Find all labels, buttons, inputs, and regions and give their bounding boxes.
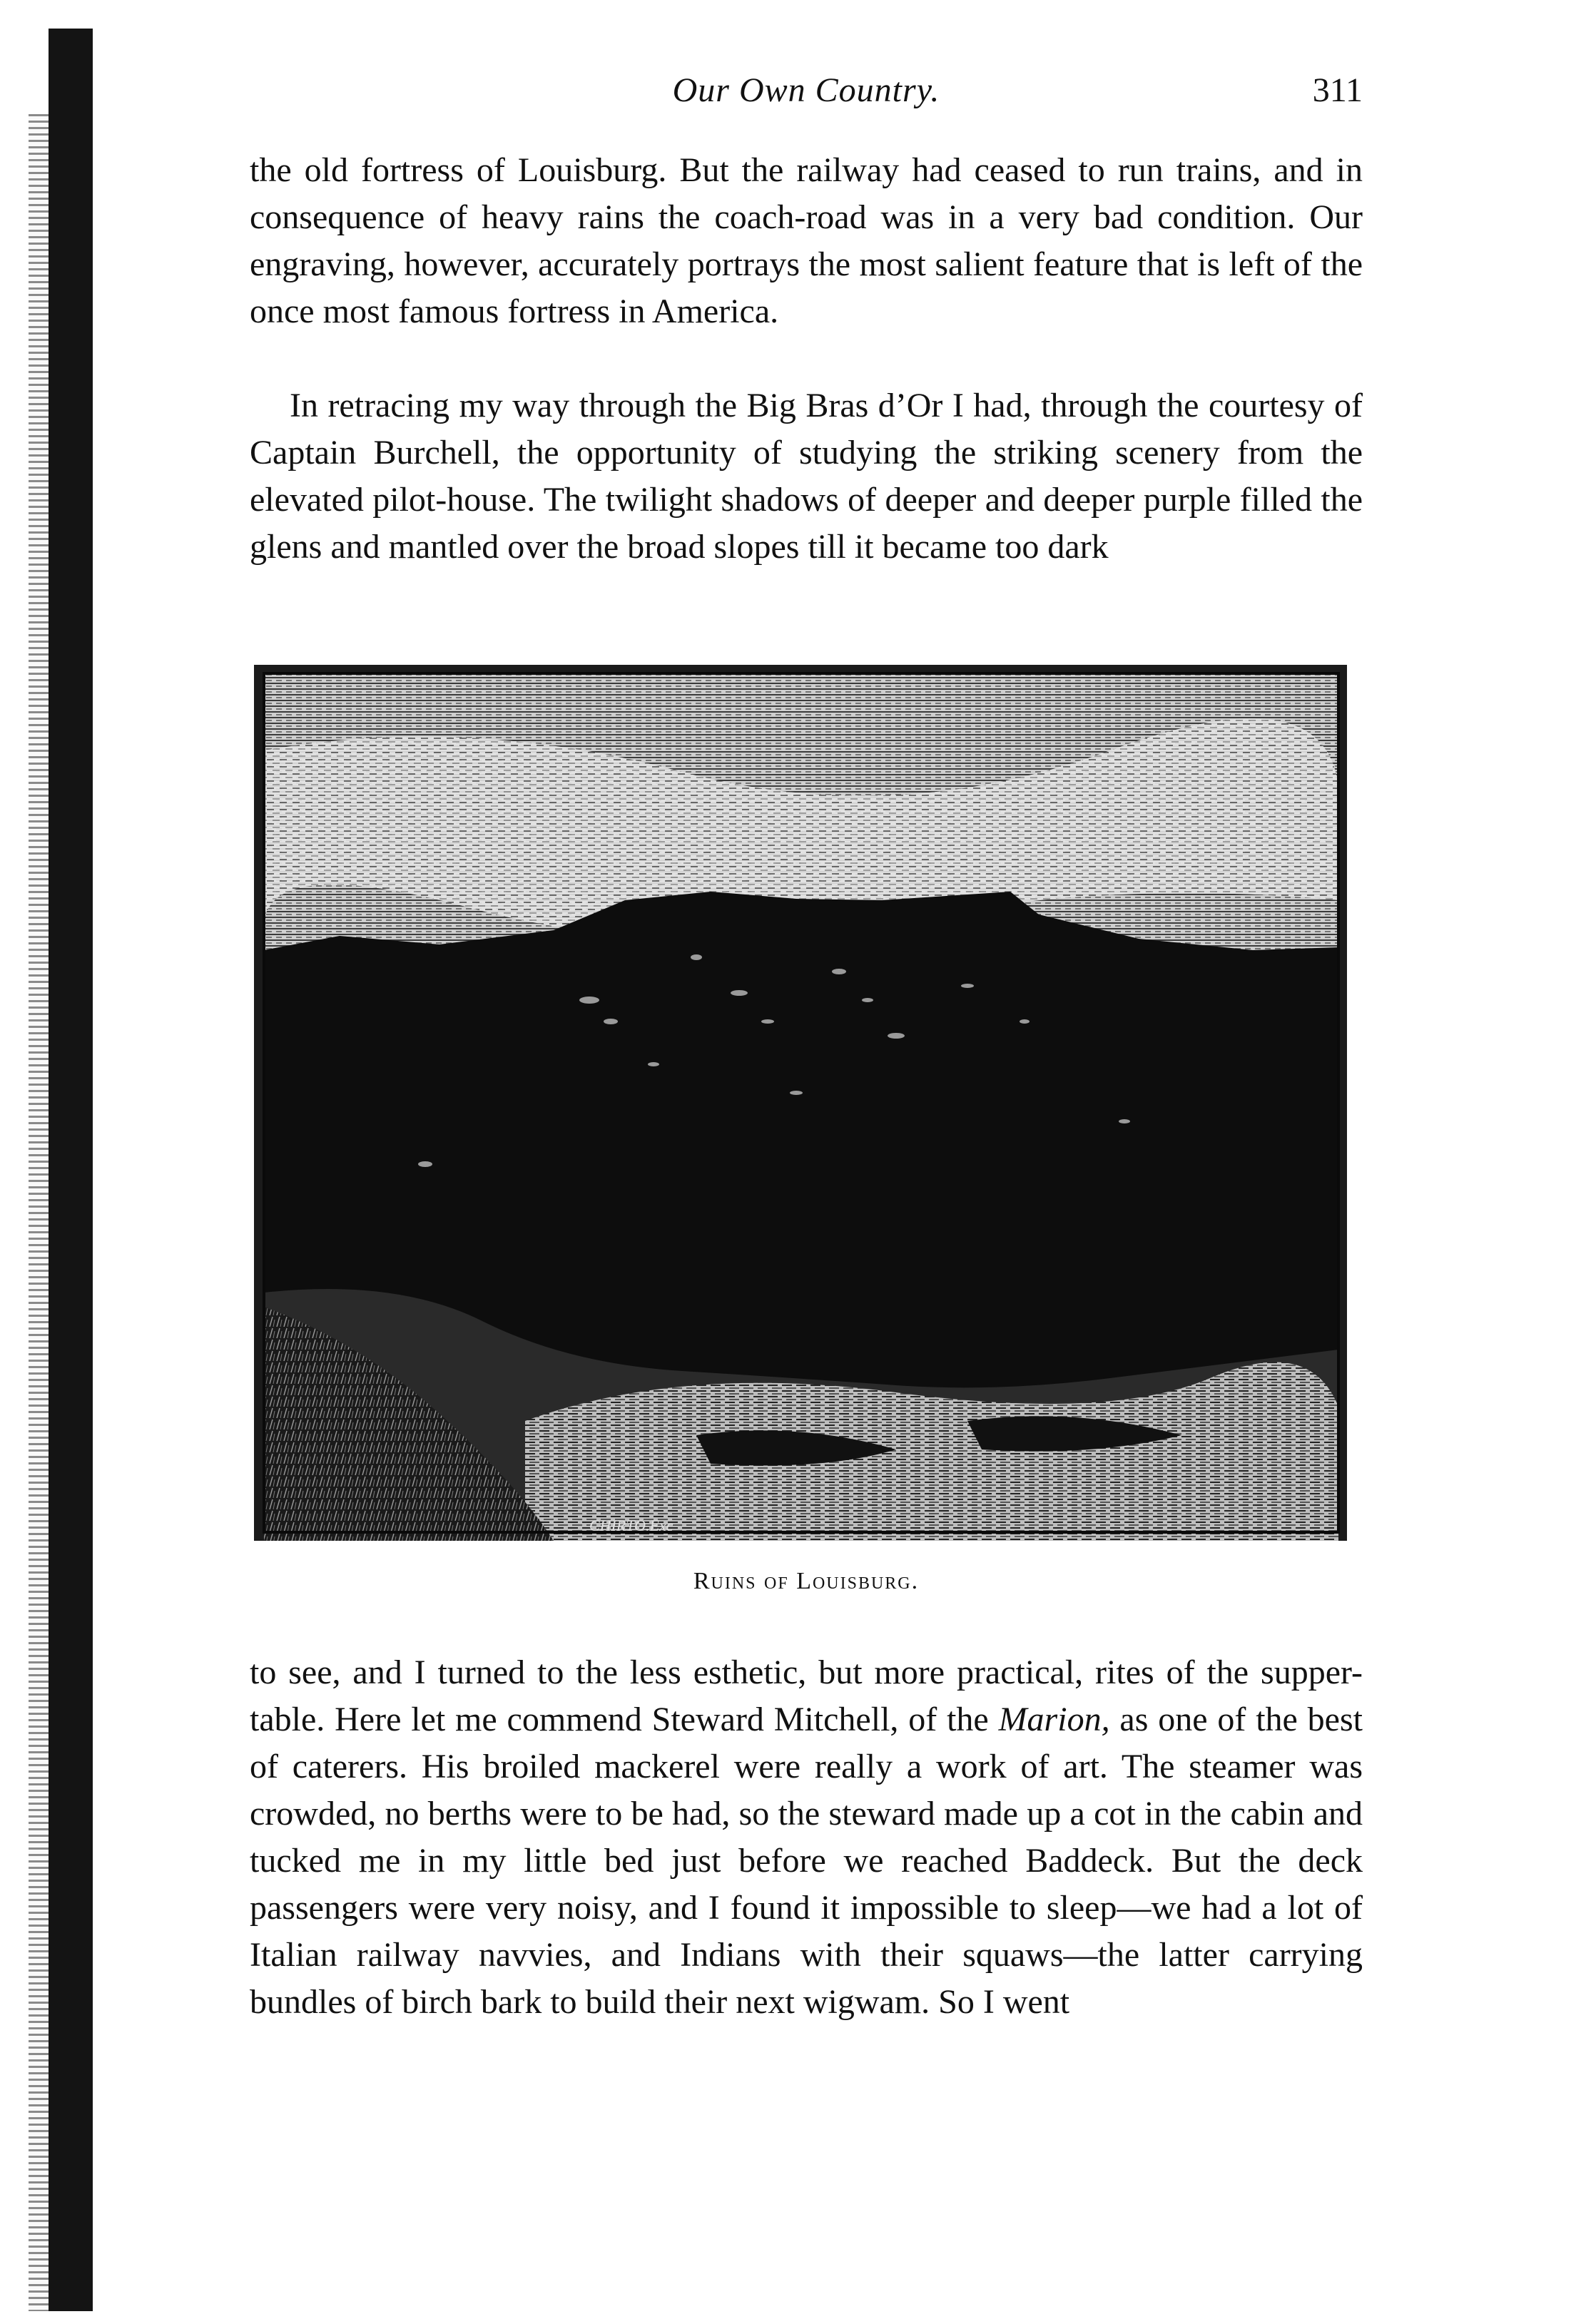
running-title: Our Own Country. [672,71,940,109]
paragraph-2: In retracing my way through the Big Bras d’Or I had, through the courtesy of Captain Burchell, the opportunity of studying the striking scenery from the elevated pilot-house. The twilight shadows of deeper and deeper purple filled the glens and mantled over the broad slopes till it became too dark [250,387,1363,566]
paragraph-3-part-1: to see, and I turned to the less esthetic, but more practical, rites of the supper-table. Here let me commend Steward Mitchell, of the [250,1653,1363,1738]
book-spine-shadow [49,29,93,2311]
page-number: 311 [1312,71,1363,109]
paragraph-3 [250,1649,1363,2026]
engraving-ruins-of-louisburg [254,665,1347,1541]
engraver-signature-mark: CHIRTO.Exc [589,1517,673,1534]
page-header [250,66,1363,116]
engraving-image [254,665,1347,1541]
page-edge-texture [29,114,49,2311]
illustration-caption: Ruins of Louisburg. [693,1568,920,1594]
paragraph-3-part-2: as one of the best of caterers. His broiled mackerel were really a work of art. The steamer was crowded, no berths were to be had, so the steward made up a cot in the cabin and tucked me in my little bed just before we reached Baddeck. But the deck passengers were very noisy, and I found it impossible to sleep—we had a lot of Italian railway navvies, and Indians with their squaws—the latter carrying bundles of birch bark to build their next wigwam. So I went [250,1701,1363,2021]
ship-name: Marion, [998,1701,1110,1738]
paragraph-1: the old fortress of Louisburg. But the railway had ceased to run trains, and in consequence of heavy rains the coach-road was in a very bad condition. Our engraving, however, accurately portrays the most salient feature that is left of the once most famous fortress in America. [250,151,1363,330]
